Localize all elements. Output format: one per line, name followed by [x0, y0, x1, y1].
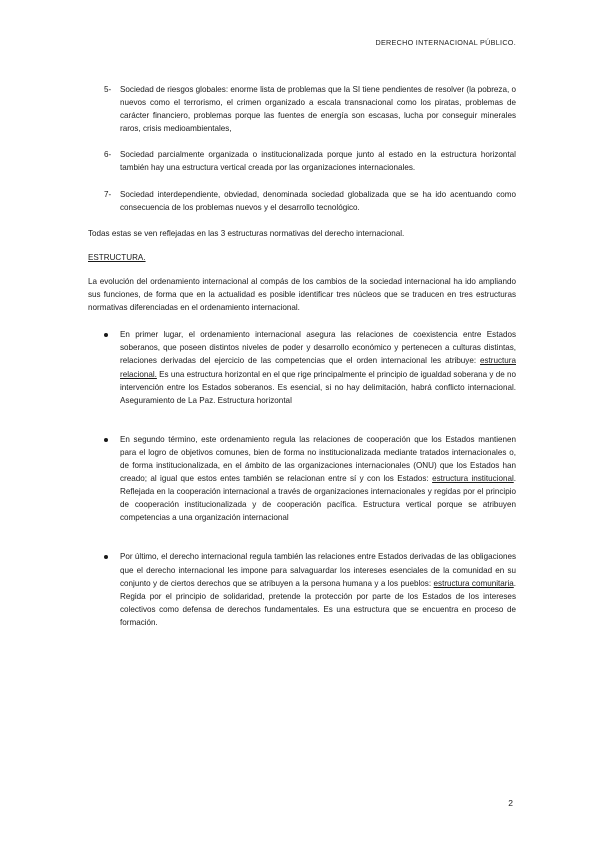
- bullet-icon: [104, 438, 108, 442]
- bullet-text: . Regida por el principio de solidaridad, pretende la protección por parte de los Estados de los intereses colectivos como defensa de derechos fundamentales. Es una estructura que se encuentra en proceso de formación.: [120, 578, 517, 627]
- section-heading: ESTRUCTURA.: [88, 252, 146, 262]
- page-body: [88, 83, 516, 655]
- item-number: 7-: [104, 189, 112, 199]
- numbered-item: [88, 83, 516, 135]
- structure-term: estructura institucional: [432, 474, 514, 484]
- running-header: DERECHO INTERNACIONAL PÚBLICO.: [375, 38, 516, 47]
- item-number: 5-: [104, 85, 112, 94]
- bullet-item: [88, 550, 516, 629]
- intro-paragraph: La evolución del ordenamiento internacional al compás de los cambios de la sociedad internacional ha ido ampliando sus funciones, de forma que en la actualidad es posible identificar tres núcleos que se traducen en tres estructuras normativas diferenciadas en el ordenamiento internacional.: [88, 276, 516, 313]
- bullet-item: [88, 328, 516, 407]
- bullet-icon: [104, 333, 108, 337]
- item-text: Sociedad interdependiente, obviedad, denominada sociedad globalizada que se ha ido acentuando como consecuencia de los problemas nuevos y el desarrollo tecnológico.: [120, 189, 516, 212]
- summary-paragraph: Todas estas se ven reflejadas en las 3 estructuras normativas del derecho internacional.: [88, 228, 405, 238]
- bullet-text: Por último, el derecho internacional regula también las relaciones entre Estados derivadas de las obligaciones que el derecho internacional les impone para salvaguardar los intereses esenciales de la comunidad en su conjunto y de ciertos derechos que se atribuyen a la persona humana y a los pueblos:: [120, 552, 516, 588]
- bullet-icon: [104, 555, 108, 559]
- numbered-item: [88, 148, 516, 174]
- bullet-text: En segundo término, este ordenamiento regula las relaciones de cooperación que los Estados mantienen para el logro de objetivos comunes, bien de forma no institucionalizada mediante tratados internacionales o, de forma institucionalizada, en el ámbito de las organizaciones internacionales (ONU) que los Estados han creado; al igual que estos entes también se relacionan entre sí y con los Estados:: [120, 434, 516, 484]
- item-number: 6-: [104, 150, 112, 160]
- structure-term: estructura relacional.: [120, 356, 516, 379]
- bullet-text: . Reflejada en la cooperación internacional a través de organizaciones internacionales y regidas por el principio de cooperación institucionalizada y de cooperación pacífica. Estructura vertical porque se atribuyen competencias a una organización internacional: [120, 474, 516, 523]
- page-number: 2: [508, 798, 513, 808]
- item-text: Sociedad parcialmente organizada o institucionalizada porque junto al estado en la estructura horizontal también hay una estructura vertical creada por las organizaciones internacionales.: [120, 150, 516, 173]
- bullet-item: [88, 433, 516, 525]
- bullet-text: En primer lugar, el ordenamiento internacional asegura las relaciones de coexistencia entre Estados soberanos, que poseen distintos niveles de poder y desarrollo económico y pertenecen a culturas distintas, relaciones derivadas del ejercicio de las competencias que el orden internacional les atribuye:: [120, 330, 516, 366]
- numbered-item: [88, 188, 516, 214]
- bullet-text: Es una estructura horizontal en el que rige principalmente el principio de igualdad soberana y de no intervención entre los Estados soberanos. Es esencial, si no hay delimitación, habrá conflicto internacional. Aseguramiento de La Paz. Estructura horizontal: [120, 369, 516, 405]
- structure-term: estructura comunitaria: [433, 578, 514, 588]
- item-text: Sociedad de riesgos globales: enorme lista de problemas que la SI tiene pendientes de resolver (la pobreza, o nuevos como el terrorismo, el crimen organizado a escala transnacional como los piratas, problemas de carácter financiero, problemas porque las fuentes de energía son escasas, lucha por conseguir minerales raros, crisis medioambientales,: [120, 85, 516, 134]
